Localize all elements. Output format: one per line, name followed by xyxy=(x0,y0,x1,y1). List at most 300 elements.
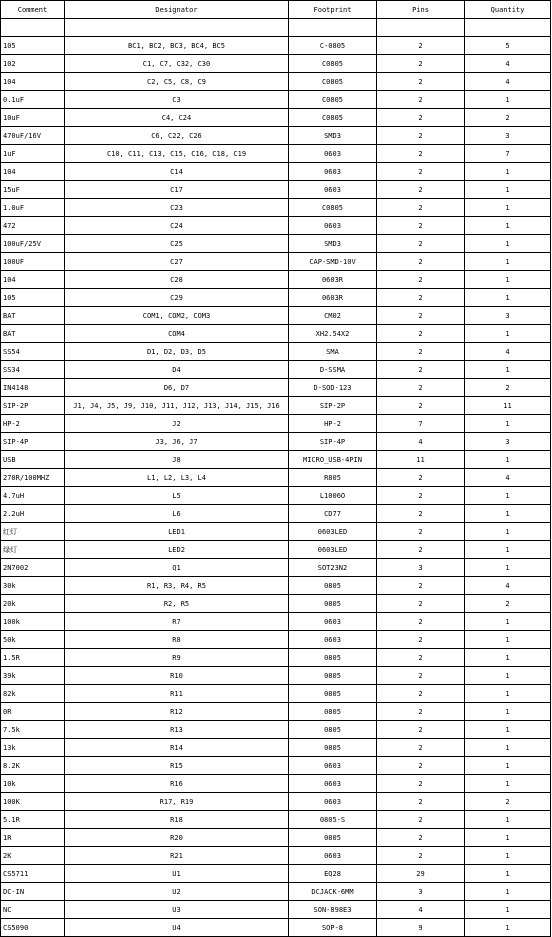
comment-cell: 1.0uF xyxy=(1,199,65,217)
table-row xyxy=(1,343,551,361)
designator-cell: R17, R19 xyxy=(65,793,289,811)
designator-cell: Q1 xyxy=(65,559,289,577)
table-row xyxy=(1,757,551,775)
footprint-cell: EQ28 xyxy=(289,865,377,883)
table-row xyxy=(1,325,551,343)
quantity-cell: 1 xyxy=(465,865,551,883)
comment-cell: IN4148 xyxy=(1,379,65,397)
quantity-cell: 4 xyxy=(465,73,551,91)
table-row xyxy=(1,433,551,451)
table-row xyxy=(1,127,551,145)
pins-cell: 2 xyxy=(377,505,465,523)
pins-cell: 2 xyxy=(377,523,465,541)
quantity-cell: 1 xyxy=(465,91,551,109)
designator-cell: D6, D7 xyxy=(65,379,289,397)
comment-cell: 2.2uH xyxy=(1,505,65,523)
designator-cell: LED1 xyxy=(65,523,289,541)
quantity-cell: 1 xyxy=(465,523,551,541)
designator-cell: C2, C5, C8, C9 xyxy=(65,73,289,91)
footprint-cell: SMA xyxy=(289,343,377,361)
quantity-cell: 1 xyxy=(465,451,551,469)
quantity-cell: 1 xyxy=(465,649,551,667)
footprint-cell: 0603LED xyxy=(289,541,377,559)
quantity-cell: 1 xyxy=(465,631,551,649)
table-row xyxy=(1,469,551,487)
footprint-cell: R805 xyxy=(289,469,377,487)
comment-cell: 15uF xyxy=(1,181,65,199)
comment-cell: 8.2K xyxy=(1,757,65,775)
quantity-cell: 1 xyxy=(465,847,551,865)
comment-cell: 2K xyxy=(1,847,65,865)
table-row xyxy=(1,163,551,181)
comment-cell: 红灯 xyxy=(1,523,65,541)
comment-cell: 105 xyxy=(1,37,65,55)
comment-cell: 2N7002 xyxy=(1,559,65,577)
table-row xyxy=(1,271,551,289)
table-row xyxy=(1,307,551,325)
pins-cell: 2 xyxy=(377,595,465,613)
comment-cell: 270R/100MHZ xyxy=(1,469,65,487)
comment-cell: 1uF xyxy=(1,145,65,163)
table-row xyxy=(1,631,551,649)
designator-cell: R9 xyxy=(65,649,289,667)
footprint-cell: SOT23N2 xyxy=(289,559,377,577)
table-row xyxy=(1,361,551,379)
comment-cell: SIP-2P xyxy=(1,397,65,415)
pins-cell: 11 xyxy=(377,451,465,469)
quantity-cell: 4 xyxy=(465,343,551,361)
designator-cell: L6 xyxy=(65,505,289,523)
pins-cell: 2 xyxy=(377,469,465,487)
comment-cell: 5.1R xyxy=(1,811,65,829)
comment-cell: 100K xyxy=(1,793,65,811)
comment-cell: 30k xyxy=(1,577,65,595)
quantity-cell: 3 xyxy=(465,433,551,451)
table-row xyxy=(1,577,551,595)
comment-cell: SS54 xyxy=(1,343,65,361)
quantity-cell: 1 xyxy=(465,667,551,685)
footprint-cell: SIP-2P xyxy=(289,397,377,415)
pins-cell: 2 xyxy=(377,667,465,685)
comment-cell: 10k xyxy=(1,775,65,793)
pins-cell: 2 xyxy=(377,487,465,505)
quantity-cell: 1 xyxy=(465,613,551,631)
footprint-cell: 0603 xyxy=(289,145,377,163)
pins-cell: 2 xyxy=(377,631,465,649)
pins-cell: 2 xyxy=(377,235,465,253)
quantity-cell: 1 xyxy=(465,163,551,181)
designator-cell: C28 xyxy=(65,271,289,289)
pins-cell: 2 xyxy=(377,829,465,847)
comment-cell: 100uF/25V xyxy=(1,235,65,253)
footprint-cell: MICRO_USB-4PIN xyxy=(289,451,377,469)
footprint-cell: C-0805 xyxy=(289,37,377,55)
table-row xyxy=(1,217,551,235)
comment-cell xyxy=(1,19,65,37)
comment-cell: USB xyxy=(1,451,65,469)
footprint-cell: 0603 xyxy=(289,217,377,235)
designator-cell: J3, J6, J7 xyxy=(65,433,289,451)
quantity-cell: 1 xyxy=(465,505,551,523)
quantity-cell xyxy=(465,19,551,37)
comment-cell: NC xyxy=(1,901,65,919)
comment-cell: SIP-4P xyxy=(1,433,65,451)
table-row xyxy=(1,73,551,91)
pins-cell: 2 xyxy=(377,127,465,145)
table-row xyxy=(1,847,551,865)
pins-cell: 2 xyxy=(377,181,465,199)
quantity-cell: 1 xyxy=(465,541,551,559)
quantity-cell: 2 xyxy=(465,109,551,127)
comment-cell: 50k xyxy=(1,631,65,649)
pins-cell: 3 xyxy=(377,559,465,577)
designator-cell: R20 xyxy=(65,829,289,847)
table-row xyxy=(1,667,551,685)
table-row xyxy=(1,559,551,577)
designator-cell: R13 xyxy=(65,721,289,739)
designator-cell: C1, C7, C32, C30 xyxy=(65,55,289,73)
designator-cell: C4, C24 xyxy=(65,109,289,127)
quantity-cell: 3 xyxy=(465,127,551,145)
footprint-cell: 0805 xyxy=(289,595,377,613)
pins-cell: 2 xyxy=(377,361,465,379)
designator-cell: C27 xyxy=(65,253,289,271)
table-row xyxy=(1,235,551,253)
pins-cell: 2 xyxy=(377,757,465,775)
quantity-cell: 1 xyxy=(465,289,551,307)
footprint-cell: XH2.54X2 xyxy=(289,325,377,343)
pins-cell: 2 xyxy=(377,847,465,865)
footprint-cell: 0603 xyxy=(289,163,377,181)
footprint-cell: 0805 xyxy=(289,649,377,667)
designator-cell: L1, L2, L3, L4 xyxy=(65,469,289,487)
pins-cell: 2 xyxy=(377,109,465,127)
designator-cell xyxy=(65,19,289,37)
table-row xyxy=(1,685,551,703)
comment-cell: 104 xyxy=(1,163,65,181)
pins-cell: 2 xyxy=(377,163,465,181)
pins-cell: 2 xyxy=(377,271,465,289)
designator-cell: R1, R3, R4, R5 xyxy=(65,577,289,595)
footprint-cell xyxy=(289,19,377,37)
designator-cell: C17 xyxy=(65,181,289,199)
comment-cell: 82k xyxy=(1,685,65,703)
footprint-cell: C0805 xyxy=(289,109,377,127)
pins-cell: 29 xyxy=(377,865,465,883)
comment-cell: 102 xyxy=(1,55,65,73)
designator-cell: C29 xyxy=(65,289,289,307)
pins-cell: 2 xyxy=(377,145,465,163)
footprint-cell: 0603 xyxy=(289,793,377,811)
table-row xyxy=(1,55,551,73)
pins-cell: 2 xyxy=(377,91,465,109)
pins-cell: 2 xyxy=(377,577,465,595)
table-row xyxy=(1,523,551,541)
quantity-cell: 1 xyxy=(465,217,551,235)
quantity-cell: 2 xyxy=(465,793,551,811)
table-row xyxy=(1,865,551,883)
comment-cell: BAT xyxy=(1,325,65,343)
footprint-cell: 0603 xyxy=(289,613,377,631)
table-row xyxy=(1,415,551,433)
footprint-cell: 0805 xyxy=(289,739,377,757)
footprint-cell: L1006O xyxy=(289,487,377,505)
designator-cell: LED2 xyxy=(65,541,289,559)
table-row xyxy=(1,595,551,613)
table-row xyxy=(1,721,551,739)
pins-cell: 2 xyxy=(377,379,465,397)
designator-cell: U4 xyxy=(65,919,289,937)
header-pins: Pins xyxy=(377,1,465,19)
designator-cell: C10, C11, C13, C15, C16, C18, C19 xyxy=(65,145,289,163)
designator-cell: R10 xyxy=(65,667,289,685)
designator-cell: U2 xyxy=(65,883,289,901)
designator-cell: C6, C22, C26 xyxy=(65,127,289,145)
comment-cell: BAT xyxy=(1,307,65,325)
designator-cell: R12 xyxy=(65,703,289,721)
designator-cell: D1, D2, D3, D5 xyxy=(65,343,289,361)
quantity-cell: 4 xyxy=(465,469,551,487)
footprint-cell: 0603 xyxy=(289,847,377,865)
quantity-cell: 1 xyxy=(465,325,551,343)
table-row xyxy=(1,883,551,901)
quantity-cell: 1 xyxy=(465,181,551,199)
header-row xyxy=(1,1,551,19)
comment-cell: 0.1uF xyxy=(1,91,65,109)
quantity-cell: 1 xyxy=(465,361,551,379)
quantity-cell: 1 xyxy=(465,919,551,937)
pins-cell: 2 xyxy=(377,307,465,325)
pins-cell: 2 xyxy=(377,649,465,667)
designator-cell: D4 xyxy=(65,361,289,379)
table-row xyxy=(1,829,551,847)
pins-cell: 2 xyxy=(377,613,465,631)
pins-cell: 2 xyxy=(377,343,465,361)
pins-cell: 2 xyxy=(377,793,465,811)
designator-cell: R18 xyxy=(65,811,289,829)
comment-cell: HP-2 xyxy=(1,415,65,433)
pins-cell: 2 xyxy=(377,55,465,73)
designator-cell: R15 xyxy=(65,757,289,775)
quantity-cell: 1 xyxy=(465,721,551,739)
footprint-cell: SOP-8 xyxy=(289,919,377,937)
table-row xyxy=(1,505,551,523)
table-row xyxy=(1,19,551,37)
footprint-cell: HP-2 xyxy=(289,415,377,433)
quantity-cell: 1 xyxy=(465,757,551,775)
pins-cell: 2 xyxy=(377,739,465,757)
pins-cell: 7 xyxy=(377,415,465,433)
header-quantity: Quantity xyxy=(465,1,551,19)
footprint-cell: C0805 xyxy=(289,73,377,91)
table-row xyxy=(1,703,551,721)
footprint-cell: 0805 xyxy=(289,577,377,595)
quantity-cell: 1 xyxy=(465,901,551,919)
footprint-cell: D-SOD-123 xyxy=(289,379,377,397)
quantity-cell: 1 xyxy=(465,235,551,253)
table-row xyxy=(1,487,551,505)
comment-cell: 7.5k xyxy=(1,721,65,739)
comment-cell: 472 xyxy=(1,217,65,235)
footprint-cell: CM02 xyxy=(289,307,377,325)
comment-cell: 100UF xyxy=(1,253,65,271)
pins-cell: 2 xyxy=(377,217,465,235)
designator-cell: L5 xyxy=(65,487,289,505)
comment-cell: 39k xyxy=(1,667,65,685)
comment-cell: 13k xyxy=(1,739,65,757)
pins-cell xyxy=(377,19,465,37)
pins-cell: 2 xyxy=(377,253,465,271)
pins-cell: 2 xyxy=(377,541,465,559)
footprint-cell: 0805 xyxy=(289,667,377,685)
table-row xyxy=(1,379,551,397)
footprint-cell: 0603R xyxy=(289,271,377,289)
designator-cell: R11 xyxy=(65,685,289,703)
table-row xyxy=(1,739,551,757)
pins-cell: 4 xyxy=(377,901,465,919)
quantity-cell: 1 xyxy=(465,199,551,217)
footprint-cell: 0603 xyxy=(289,181,377,199)
table-row xyxy=(1,397,551,415)
footprint-cell: CAP-SMD-10V xyxy=(289,253,377,271)
table-row xyxy=(1,541,551,559)
quantity-cell: 3 xyxy=(465,307,551,325)
quantity-cell: 11 xyxy=(465,397,551,415)
quantity-cell: 1 xyxy=(465,739,551,757)
designator-cell: J2 xyxy=(65,415,289,433)
table-row xyxy=(1,793,551,811)
designator-cell: R2, R5 xyxy=(65,595,289,613)
comment-cell: DC-IN xyxy=(1,883,65,901)
table-row xyxy=(1,613,551,631)
footprint-cell: 0603 xyxy=(289,631,377,649)
designator-cell: C25 xyxy=(65,235,289,253)
table-row xyxy=(1,109,551,127)
pins-cell: 2 xyxy=(377,811,465,829)
pins-cell: 4 xyxy=(377,433,465,451)
designator-cell: R16 xyxy=(65,775,289,793)
comment-cell: 10uF xyxy=(1,109,65,127)
footprint-cell: 0603LED xyxy=(289,523,377,541)
comment-cell: CS5090 xyxy=(1,919,65,937)
footprint-cell: 0603 xyxy=(289,775,377,793)
table-row xyxy=(1,289,551,307)
footprint-cell: 0805 xyxy=(289,703,377,721)
table-row xyxy=(1,649,551,667)
quantity-cell: 1 xyxy=(465,415,551,433)
comment-cell: CS5711 xyxy=(1,865,65,883)
table-row xyxy=(1,91,551,109)
footprint-cell: 0805-S xyxy=(289,811,377,829)
quantity-cell: 1 xyxy=(465,811,551,829)
footprint-cell: DCJACK-6MM xyxy=(289,883,377,901)
comment-cell: 100k xyxy=(1,613,65,631)
comment-cell: 20k xyxy=(1,595,65,613)
quantity-cell: 1 xyxy=(465,559,551,577)
table-row xyxy=(1,901,551,919)
quantity-cell: 4 xyxy=(465,577,551,595)
pins-cell: 3 xyxy=(377,883,465,901)
quantity-cell: 4 xyxy=(465,55,551,73)
designator-cell: COM1, COM2, COM3 xyxy=(65,307,289,325)
footprint-cell: SMD3 xyxy=(289,127,377,145)
pins-cell: 2 xyxy=(377,775,465,793)
footprint-cell: 0805 xyxy=(289,685,377,703)
designator-cell: J1, J4, J5, J9, J10, J11, J12, J13, J14, J15, J16 xyxy=(65,397,289,415)
pins-cell: 2 xyxy=(377,289,465,307)
header-comment: Comment xyxy=(1,1,65,19)
quantity-cell: 2 xyxy=(465,595,551,613)
quantity-cell: 1 xyxy=(465,685,551,703)
footprint-cell: CD77 xyxy=(289,505,377,523)
footprint-cell: 0805 xyxy=(289,721,377,739)
quantity-cell: 1 xyxy=(465,883,551,901)
pins-cell: 2 xyxy=(377,73,465,91)
footprint-cell: SON-898E3 xyxy=(289,901,377,919)
comment-cell: 0R xyxy=(1,703,65,721)
quantity-cell: 1 xyxy=(465,775,551,793)
quantity-cell: 1 xyxy=(465,487,551,505)
designator-cell: C14 xyxy=(65,163,289,181)
footprint-cell: C0805 xyxy=(289,199,377,217)
table-row xyxy=(1,451,551,469)
comment-cell: 1R xyxy=(1,829,65,847)
quantity-cell: 1 xyxy=(465,829,551,847)
table-row xyxy=(1,145,551,163)
designator-cell: R8 xyxy=(65,631,289,649)
comment-cell: 104 xyxy=(1,73,65,91)
pins-cell: 2 xyxy=(377,37,465,55)
bom-table-body xyxy=(1,19,551,937)
designator-cell: U1 xyxy=(65,865,289,883)
footprint-cell: 0603R xyxy=(289,289,377,307)
footprint-cell: 0805 xyxy=(289,829,377,847)
quantity-cell: 7 xyxy=(465,145,551,163)
designator-cell: U3 xyxy=(65,901,289,919)
pins-cell: 2 xyxy=(377,685,465,703)
comment-cell: 105 xyxy=(1,289,65,307)
comment-cell: SS34 xyxy=(1,361,65,379)
table-row xyxy=(1,919,551,937)
comment-cell: 104 xyxy=(1,271,65,289)
table-row xyxy=(1,811,551,829)
header-designator: Designator xyxy=(65,1,289,19)
designator-cell: C23 xyxy=(65,199,289,217)
designator-cell: R14 xyxy=(65,739,289,757)
designator-cell: R7 xyxy=(65,613,289,631)
quantity-cell: 1 xyxy=(465,271,551,289)
pins-cell: 2 xyxy=(377,325,465,343)
footprint-cell: 0603 xyxy=(289,757,377,775)
designator-cell: C3 xyxy=(65,91,289,109)
footprint-cell: C0805 xyxy=(289,55,377,73)
header-footprint: Footprint xyxy=(289,1,377,19)
table-row xyxy=(1,253,551,271)
pins-cell: 2 xyxy=(377,703,465,721)
table-row xyxy=(1,181,551,199)
comment-cell: 470uF/16V xyxy=(1,127,65,145)
pins-cell: 2 xyxy=(377,721,465,739)
quantity-cell: 2 xyxy=(465,379,551,397)
designator-cell: C24 xyxy=(65,217,289,235)
designator-cell: J8 xyxy=(65,451,289,469)
designator-cell: COM4 xyxy=(65,325,289,343)
pins-cell: 9 xyxy=(377,919,465,937)
pins-cell: 2 xyxy=(377,397,465,415)
quantity-cell: 5 xyxy=(465,37,551,55)
footprint-cell: SIP-4P xyxy=(289,433,377,451)
comment-cell: 1.5R xyxy=(1,649,65,667)
